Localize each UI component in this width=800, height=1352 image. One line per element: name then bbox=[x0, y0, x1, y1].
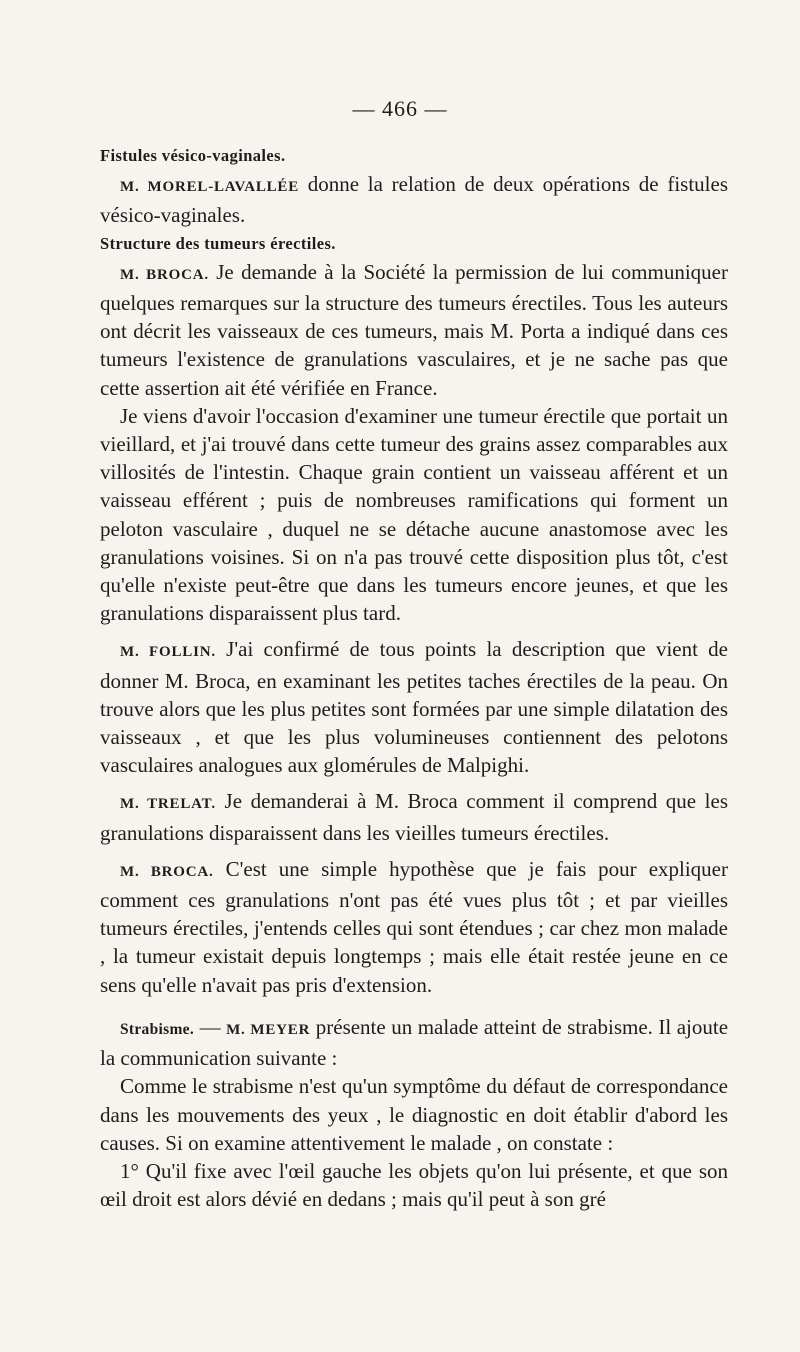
paragraph-broca-2: Je viens d'avoir l'occasion d'examiner une tumeur érectile que portait un vieillard, et j'ai trouvé dans cette tumeur des grains assez comparables aux villosités de l'intestin. Chaque grain contient un vaisseau afférent et un vaisseau efférent ; puis de nombreuses ramifications qui forment un peloton vasculaire , duquel ne se détache aucune anastomose avec les granulations voisines. Si on n'a pas trouvé cette disposition plus tôt, c'est qu'elle n'existe peut-être que dans les tumeurs encore jeunes, et que les granulations disparaissent plus tard. bbox=[100, 403, 728, 626]
paragraph-text: Je demanderai à M. Broca comment il comprend que les granulations disparaissent dans les vieilles tumeurs érectiles. bbox=[100, 789, 729, 845]
speaker-name: M. TRELAT. bbox=[120, 796, 216, 813]
paragraph-morel-lavallee bbox=[100, 170, 728, 229]
speaker-name: M. MOREL-LAVALLÉE bbox=[120, 179, 300, 196]
speaker-name: M. FOLLIN. bbox=[120, 644, 216, 661]
paragraph-strabisme-2: 1° Qu'il fixe avec l'œil gauche les objets qu'on lui présente, et que son œil droit est alors dévié en dedans ; mais qu'il peut à son gré bbox=[100, 1158, 728, 1212]
paragraph-broca-3 bbox=[100, 855, 728, 999]
section-heading-strabisme: Strabisme. bbox=[120, 1020, 195, 1038]
section-heading-structure: Structure des tumeurs érectiles. bbox=[100, 233, 336, 253]
paragraph-text: J'ai confirmé de tous points la description que vient de donner M. Broca, en examinant les petites taches érectiles de la peau. On trouve alors que les plus petites sont formées par une simple dilatation des vaisseaux , et que les plus volumineuses contiennent des pelotons vasculaires analogues aux glomérules de Malpighi. bbox=[100, 637, 729, 778]
speaker-name: M. BROCA. bbox=[120, 863, 214, 880]
page-number: — 466 — bbox=[352, 96, 448, 121]
paragraph-text: donne la relation de deux opérations de fistules vésico-vaginales. bbox=[100, 172, 728, 228]
em-dash: — bbox=[199, 1014, 221, 1039]
section-heading-fistules: Fistules vésico-vaginales. bbox=[100, 146, 286, 165]
paragraph-strabisme bbox=[100, 1013, 728, 1072]
speaker-name: M. BROCA. bbox=[120, 266, 209, 283]
paragraph-text: Je demande à la Société la permission de lui communiquer quelques remarques sur la structure des tumeurs érectiles. Tous les auteurs ont décrit les vaisseaux de ces tumeurs, mais M. Porta a indiqué dans ces tumeurs l'existence de granulations vasculaires, et je ne sache pas que cette assertion ait été vérifiée en France. bbox=[100, 259, 728, 400]
speaker-name: M. MEYER bbox=[226, 1021, 311, 1038]
paragraph-strabisme-1: Comme le strabisme n'est qu'un symptôme du défaut de correspondance dans les mouvements des yeux , le diagnostic en doit établir d'abord les causes. Si on examine attentivement le malade , on constate : bbox=[100, 1074, 728, 1155]
paragraph-text: présente un malade atteint de strabisme. Il ajoute la communication suivante : bbox=[100, 1014, 729, 1071]
paragraph-text: C'est une simple hypothèse que je fais pour expliquer comment ces granulations n'ont pas été vues plus tôt ; et par vieilles tumeurs érectiles, j'entends celles qui sont étendues ; car chez mon malade , la tumeur existait depuis longtemps ; mais elle était restée jeune en ce sens qu'elle n'avait pas pris d'extension. bbox=[100, 856, 728, 997]
paragraph-trelat bbox=[100, 787, 728, 846]
page-content bbox=[100, 142, 728, 1213]
paragraph-follin bbox=[100, 635, 728, 779]
paragraph-broca-1 bbox=[100, 258, 728, 402]
